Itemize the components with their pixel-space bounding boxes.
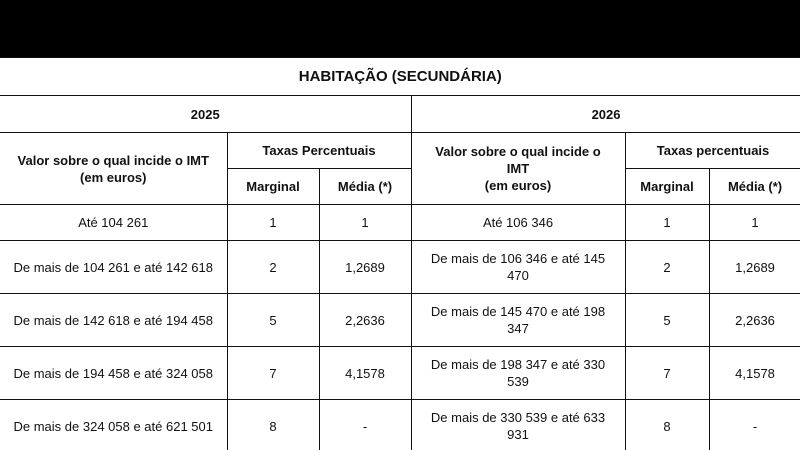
media-2025: 2,2636 — [319, 294, 411, 347]
value-2026: Até 106 346 — [411, 205, 625, 241]
table-row — [0, 205, 800, 241]
value-2025: De mais de 194 458 e até 324 058 — [0, 347, 227, 400]
media-2026: 1 — [709, 205, 800, 241]
value-2025: De mais de 104 261 e até 142 618 — [0, 241, 227, 294]
value-header-2026: Valor sobre o qual incide o IMT (em euros) — [411, 133, 625, 205]
value-header-2025: Valor sobre o qual incide o IMT (em euros) — [0, 133, 227, 205]
top-black-band — [0, 0, 800, 57]
table-row — [0, 400, 800, 450]
media-2025: 1,2689 — [319, 241, 411, 294]
media-2026: - — [709, 400, 800, 450]
rates-header-2026: Taxas percentuais — [625, 133, 800, 169]
marginal-2025: 2 — [227, 241, 319, 294]
value-2026: De mais de 145 470 e até 198 347 — [411, 294, 625, 347]
value-2025: De mais de 324 058 e até 621 501 — [0, 400, 227, 450]
table-row — [0, 294, 800, 347]
rates-header-2025: Taxas Percentuais — [227, 133, 411, 169]
marginal-2026: 5 — [625, 294, 709, 347]
year-2026-header: 2026 — [411, 96, 800, 133]
table-title: HABITAÇÃO (SECUNDÁRIA) — [0, 58, 800, 96]
value-2025: Até 104 261 — [0, 205, 227, 241]
marginal-2026: 8 — [625, 400, 709, 450]
marginal-2026: 2 — [625, 241, 709, 294]
value-2026: De mais de 106 346 e até 145 470 — [411, 241, 625, 294]
media-header-2025: Média (*) — [319, 169, 411, 205]
media-2026: 4,1578 — [709, 347, 800, 400]
imt-table-sheet — [0, 57, 800, 450]
value-2026: De mais de 330 539 e até 633 931 — [411, 400, 625, 450]
marginal-2025: 8 — [227, 400, 319, 450]
marginal-2026: 7 — [625, 347, 709, 400]
media-2025: 4,1578 — [319, 347, 411, 400]
value-2026: De mais de 198 347 e até 330 539 — [411, 347, 625, 400]
value-2025: De mais de 142 618 e até 194 458 — [0, 294, 227, 347]
marginal-2025: 7 — [227, 347, 319, 400]
media-2025: - — [319, 400, 411, 450]
media-2026: 1,2689 — [709, 241, 800, 294]
marginal-header-2026: Marginal — [625, 169, 709, 205]
media-2025: 1 — [319, 205, 411, 241]
media-header-2026: Média (*) — [709, 169, 800, 205]
imt-rates-table — [0, 57, 800, 450]
table-row — [0, 347, 800, 400]
media-2026: 2,2636 — [709, 294, 800, 347]
table-row — [0, 241, 800, 294]
year-2025-header: 2025 — [0, 96, 411, 133]
marginal-2026: 1 — [625, 205, 709, 241]
marginal-2025: 5 — [227, 294, 319, 347]
marginal-header-2025: Marginal — [227, 169, 319, 205]
marginal-2025: 1 — [227, 205, 319, 241]
